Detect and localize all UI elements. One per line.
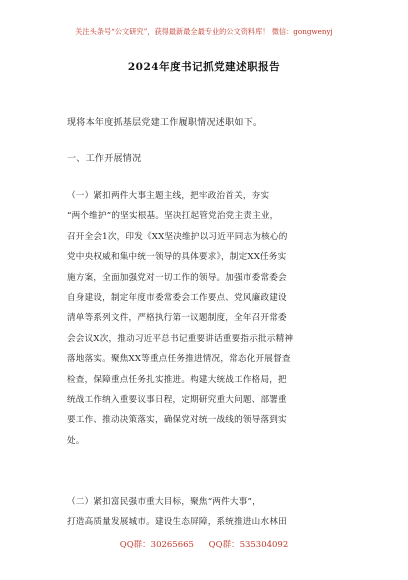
footer-qq-group-1: QQ群：30265665 bbox=[119, 540, 194, 550]
paragraph-line: 处。 bbox=[67, 435, 85, 446]
paragraph-line: 要工作、推动决策落实，确保党对统一战线的领导落到实 bbox=[67, 415, 287, 426]
paragraph-line: 会会议X次，推动习近平总书记重要讲话重要指示批示精神 bbox=[67, 333, 294, 344]
paragraph-line: （一）紧扣两件大事主题主线，把牢政治首关，夯实 bbox=[67, 191, 270, 201]
paragraph-line: 检查，保障重点任务扎实推进。构建大统战工作格局，把 bbox=[67, 374, 287, 385]
document-title: 2024年度书记抓党建述职报告 bbox=[127, 61, 281, 73]
footer-contact bbox=[0, 538, 408, 550]
paragraph-line: 打造高质量发展城市。建设生态屏障，系统推进山水林田 bbox=[67, 517, 287, 528]
promo-banner: 关注头条号“公文研究”，获得最新最全最专业的公文资料库！ 微信：gongwenyj bbox=[75, 27, 333, 36]
paragraph-line: “两个维护”的坚实根基。坚决扛起管党治党主责主业， bbox=[67, 211, 279, 222]
paragraph-1 bbox=[67, 186, 360, 451]
paragraph-line: 施方案，全面加强党对一切工作的领导。加强市委常委会 bbox=[67, 272, 287, 283]
paragraph-line: （二）紧扣富民强市重大目标，聚焦“两件大事”， bbox=[67, 497, 261, 507]
footer-qq-group-2: QQ群：535304092 bbox=[208, 540, 289, 550]
paragraph-2 bbox=[67, 492, 360, 533]
section-heading: 一、工作开展情况 bbox=[67, 154, 142, 164]
paragraph-line: 自身建设，制定年度市委常委会工作要点、党风廉政建设 bbox=[67, 293, 287, 304]
intro-paragraph: 现将本年度抓基层党建工作履职情况述职如下。 bbox=[67, 118, 263, 128]
paragraph-line: 统战工作纳入重要议事日程，定期研究重大问题、部署重 bbox=[67, 395, 287, 406]
paragraph-line: 党中央权威和集中统一领导的具体要求》，制定XX任务实 bbox=[67, 252, 287, 263]
paragraph-line: 召开全会1次，印发《XX坚决维护以习近平同志为核心的 bbox=[67, 231, 288, 242]
paragraph-line: 清单等系列文件，严格执行第一议题制度，全年召开常委 bbox=[67, 313, 287, 324]
paragraph-line: 落地落实。聚焦XX等重点任务推进情况，常态化开展督查 bbox=[67, 354, 291, 365]
